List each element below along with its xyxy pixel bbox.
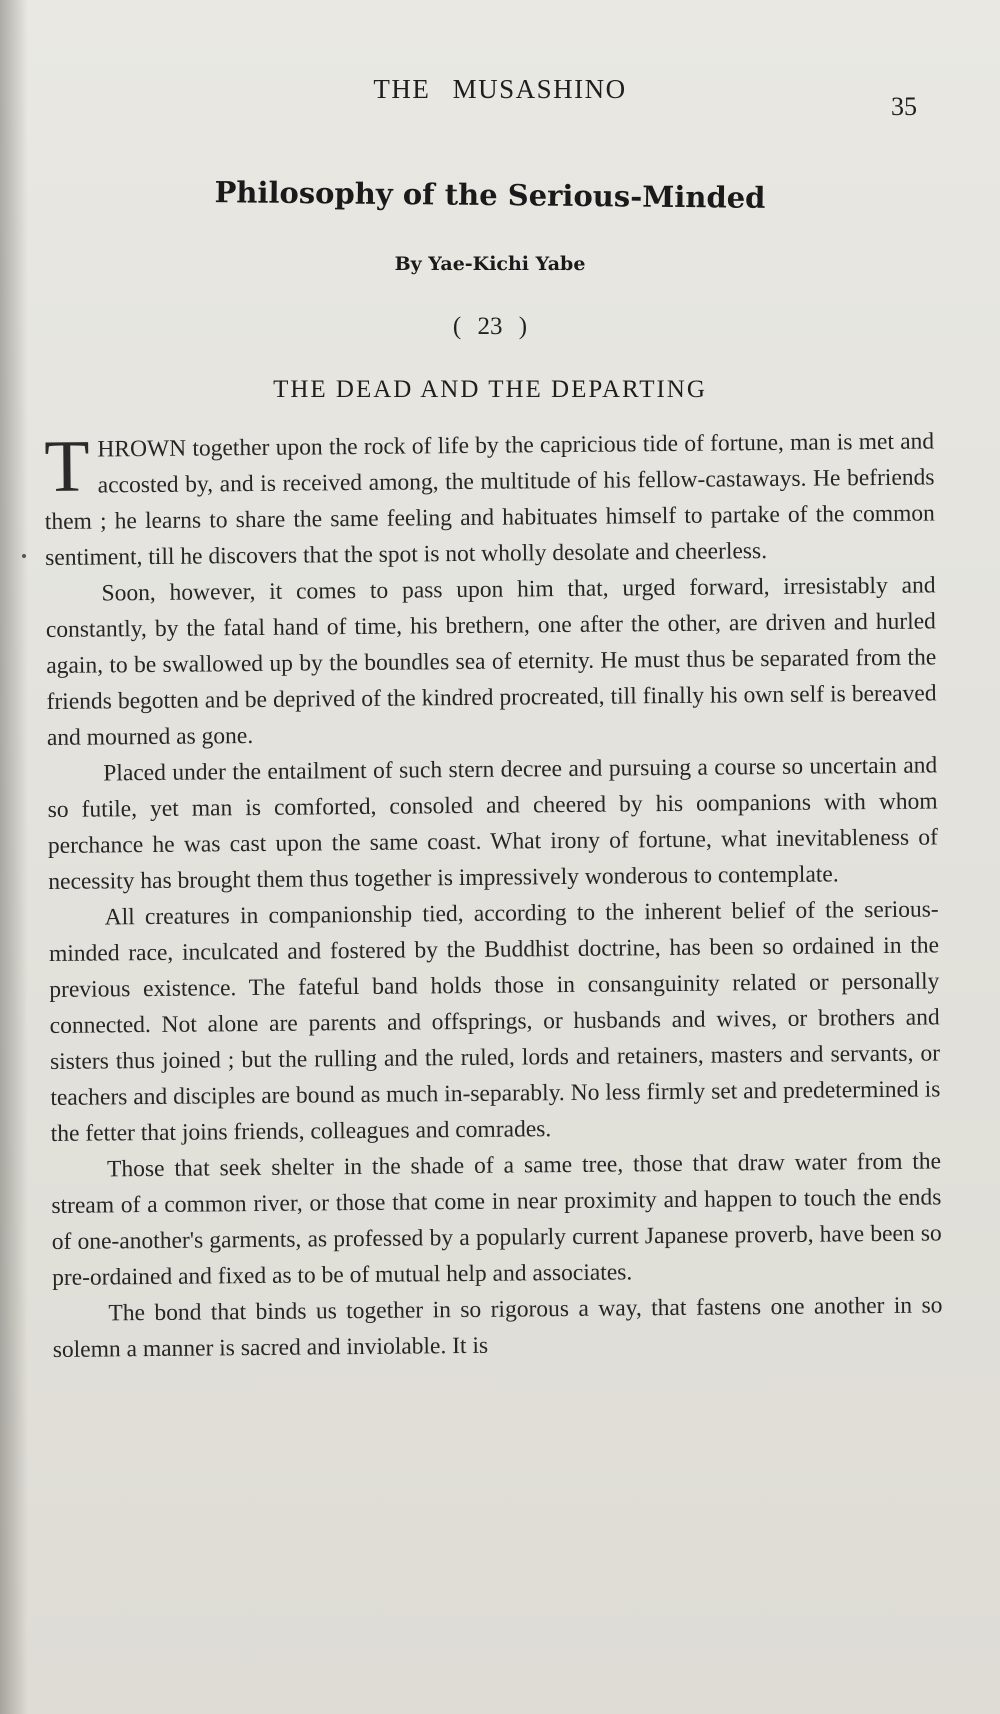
drop-cap: T xyxy=(43,425,90,508)
paragraph-3: Placed under the entailment of such stern decree and pursuing a course so uncertain and so futile, yet man is comforted, consoled and cheered by his oompanions with whom perchance he was cast upon the same coast. What irony of fortune, what inevitableness of necessity has brought them thus together is impressively wonderous to contemplate. xyxy=(47,752,939,895)
ink-speck xyxy=(22,554,26,558)
running-title: THE MUSASHINO xyxy=(373,74,627,104)
page-number: 35 xyxy=(891,92,917,121)
section-heading: THE DEAD AND THE DEPARTING xyxy=(273,376,707,403)
article-title: Philosophy of the Serious-Minded xyxy=(214,175,766,215)
paragraph-4: All creatures in companionship tied, according to the inherent belief of the serious-minded race, inculcated and fostered by the Buddhist doctrine, has been so ordained in the previous existence. The fateful band holds those in consanguinity related or personally connected. Not alone are parents and offsprings, or husbands and wives, or brothers and sisters thus joined ; but the rulling and the ruled, lords and retainers, masters and servants, or teachers and disciples are bound as much in-separably. No less firmly set and predetermined is the fetter that joins friends, colleagues and comrades. xyxy=(48,896,941,1147)
paragraph-1-text: HROWN together upon the rock of life by the capricious tide of fortune, man is met and accosted by, and is received among, the multitude of his fellow-castaways. He befriends them ; he learns to share the same feeling and habituates himself to partake of the common sentiment, till he discovers that the spot is not wholly desolate and cheerless. xyxy=(44,428,935,571)
article-body xyxy=(44,423,943,1368)
paragraph-2: Soon, however, it comes to pass upon him that, urged forward, irresistably and constantly, by the fatal hand of time, his brethern, one after the other, are driven and hurled again, to be swallowed up by the boundles sea of eternity. He must thus be separated from the friends begotten and be deprived of the kindred procreated, till finally his own self is bereaved and mourned as gone. xyxy=(45,572,937,751)
paragraph-6: The bond that binds us together in so rigorous a way, that fastens one another in so solemn a manner is sacred and inviolable. It is xyxy=(52,1292,943,1363)
installment-number: ( 23 ) xyxy=(452,313,528,340)
paragraph-1 xyxy=(44,423,935,576)
paragraph-5: Those that seek shelter in the shade of a same tree, those that draw water from the stream of a common river, or those that come in near proximity and happen to touch the ends of one-another's garments, as professed by a popularly current Japanese proverb, have been so pre-ordained and fixed as to be of mutual help and associates. xyxy=(51,1148,942,1291)
article-byline: By Yae-Kichi Yabe xyxy=(394,253,586,275)
